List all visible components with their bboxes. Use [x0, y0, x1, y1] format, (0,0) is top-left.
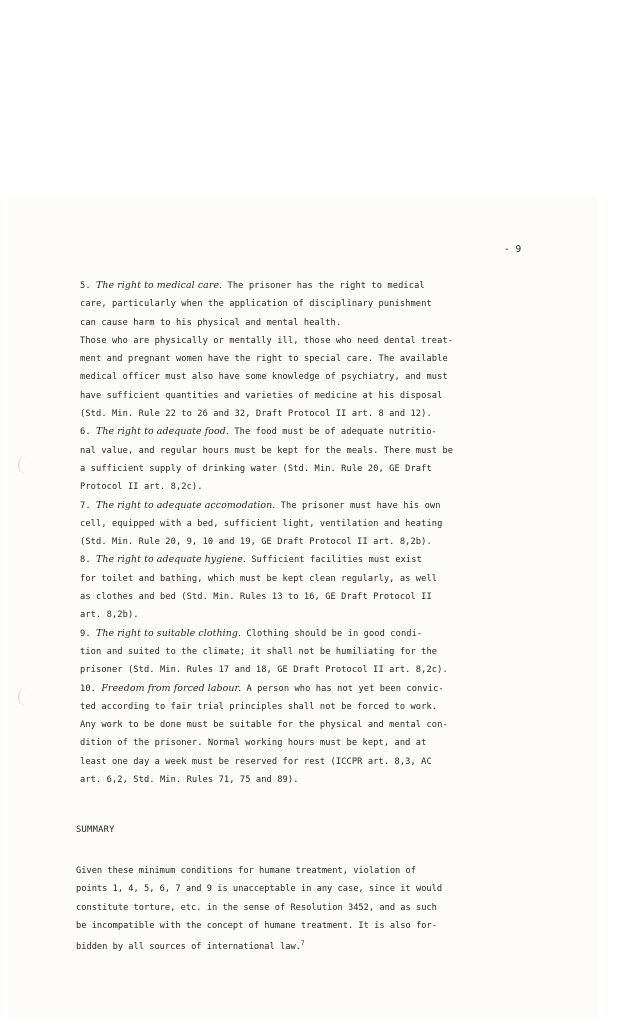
item-title: The right to adequate hygiene. [96, 554, 246, 566]
text-run: A person who has not yet been convic- [241, 683, 444, 694]
summary-paragraph [76, 862, 526, 953]
text-run: 8. [80, 555, 96, 566]
text-run: Sufficient facilities must exist [246, 555, 422, 566]
item-title: The right to adequate accomodation. [96, 499, 276, 511]
summary-line [76, 899, 526, 917]
text-line [80, 515, 520, 533]
text-line [80, 368, 520, 386]
page-number: - 9 [504, 244, 522, 255]
text-line [80, 277, 520, 295]
section-heading: SUMMARY [76, 825, 115, 835]
text-run: dition of the prisoner. Normal working hours must be kept, and at [80, 738, 427, 749]
text-line [80, 460, 520, 478]
text-run: have sufficient quantities and varieties of medicine at his disposal [80, 390, 443, 401]
text-run: The food must be of adequate nutritio- [228, 427, 437, 438]
text-line [80, 771, 520, 789]
text-line [80, 570, 520, 588]
text-line [80, 588, 520, 606]
summary-line [76, 917, 526, 935]
text-run: a sufficient supply of drinking water (Std. Min. Rule 20, GE Draft [80, 463, 432, 474]
text-run: The prisoner must have his own [275, 500, 441, 511]
item-title: Freedom from forced labour. [101, 682, 242, 694]
summary-line [76, 862, 526, 880]
text-line [80, 625, 520, 643]
text-run: cell, equipped with a bed, sufficient light, ventilation and heating [80, 518, 443, 529]
text-run: 7. [80, 500, 96, 511]
text-run: 10. [80, 683, 102, 694]
item-title: The right to suitable clothing. [96, 627, 242, 639]
text-run: Protocol II art. 8,2c). [80, 482, 203, 493]
text-run: 9. [80, 628, 96, 639]
text-run: The prisoner has the right to medical [222, 281, 425, 291]
text-line [80, 753, 520, 771]
text-run: Any work to be done must be suitable for the physical and mental con- [80, 720, 448, 731]
text-run: art. 8,2b). [80, 610, 139, 621]
text-line [80, 423, 520, 441]
item-title: The right to adequate food. [96, 426, 229, 438]
text-line [80, 533, 520, 551]
text-run: (Std. Min. Rule 22 to 26 and 32, Draft Protocol II art. 8 and 12). [80, 409, 432, 420]
text-run: care, particularly when the application of disciplinary punishment [80, 299, 432, 310]
text-run: tion and suited to the climate; it shall not be humiliating for the [80, 646, 438, 657]
summary-line [76, 935, 526, 953]
text-run: ted according to fair trial principles shall not be forced to work. [80, 701, 438, 712]
text-line [80, 680, 520, 698]
text-run: points 1, 4, 5, 6, 7 and 9 is unacceptable in any case, since it would [76, 884, 443, 895]
text-line [80, 716, 520, 734]
text-line [80, 643, 520, 661]
punch-hole-mark [18, 688, 29, 706]
text-run: constitute torture, etc. in the sense of Resolution 3452, and as such [76, 902, 437, 913]
text-line [80, 497, 520, 515]
text-run: Those who are physically or mentally ill, those who need dental treat- [80, 335, 454, 346]
text-line [80, 295, 520, 313]
text-line [80, 350, 520, 368]
text-run: for toilet and bathing, which must be kept clean regularly, as well [80, 573, 438, 584]
text-run: as clothes and bed (Std. Min. Rules 13 to 16, GE Draft Protocol II [80, 592, 432, 603]
text-line [80, 405, 520, 423]
text-line [80, 478, 520, 496]
text-line [80, 734, 520, 752]
punch-hole-mark [18, 456, 29, 474]
text-line [80, 332, 520, 350]
text-line [80, 314, 520, 332]
text-run: ment and pregnant women have the right to special care. The available [80, 354, 448, 365]
text-run: nal value, and regular hours must be kept for the meals. There must be [80, 445, 454, 456]
footnote-marker: 7 [300, 940, 305, 948]
text-run: 6. [80, 427, 96, 438]
document-body [80, 277, 520, 789]
text-line [80, 661, 520, 679]
text-line [80, 387, 520, 405]
summary-line [76, 880, 526, 898]
text-run: bidden by all sources of international law. [76, 942, 301, 953]
text-run: be incompatible with the concept of humane treatment. It is also for- [76, 920, 437, 931]
text-run: (Std. Min. Rule 20, 9, 10 and 19, GE Draft Protocol II art. 8,2b). [80, 537, 432, 548]
text-run: Clothing should be in good condi- [241, 628, 423, 639]
text-line [80, 698, 520, 716]
text-run: medical officer must also have some knowledge of psychiatry, and must [80, 372, 448, 383]
text-run: 5. [80, 281, 96, 291]
text-run: art. 6,2, Std. Min. Rules 71, 75 and 89). [80, 775, 299, 786]
text-run: prisoner (Std. Min. Rules 17 and 18, GE Draft Protocol II art. 8,2c). [80, 665, 448, 676]
text-run: can cause harm to his physical and mental health. [80, 317, 342, 328]
text-line [80, 551, 520, 569]
item-title: The right to medical care. [96, 280, 223, 291]
text-run: least one day a week must be reserved for rest (ICCPR art. 8,3, AC [80, 756, 432, 767]
text-line [80, 606, 520, 624]
text-run: Given these minimum conditions for humane treatment, violation of [76, 866, 416, 876]
text-line [80, 442, 520, 460]
